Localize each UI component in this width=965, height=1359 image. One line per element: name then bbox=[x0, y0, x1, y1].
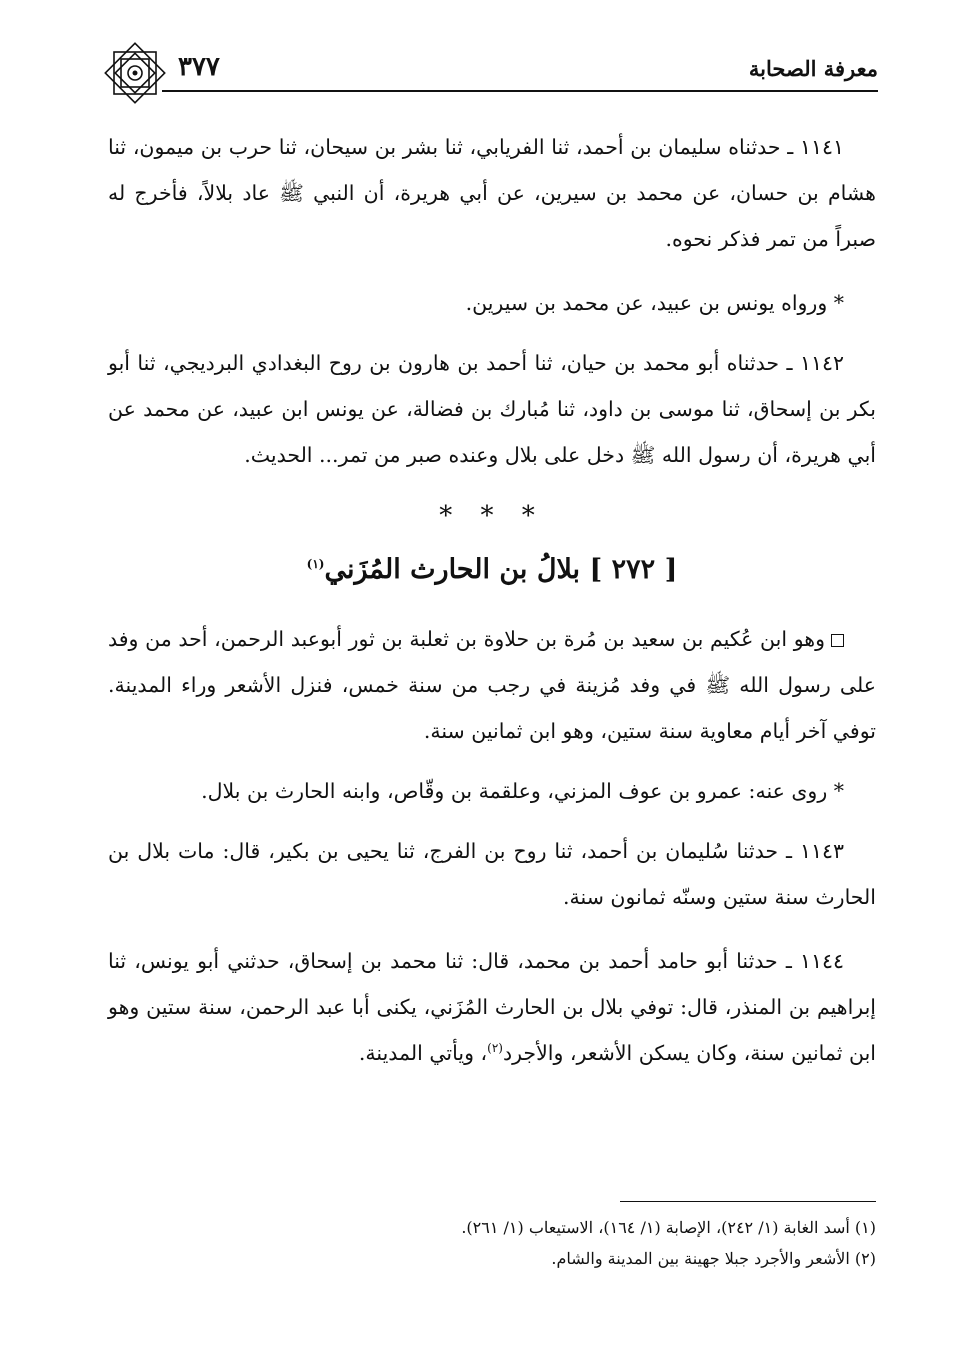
footnote-ref-1: (١) bbox=[306, 557, 325, 571]
hadith-1144 bbox=[108, 938, 876, 1076]
page-header bbox=[100, 50, 878, 98]
running-title: معرفة الصحابة bbox=[748, 56, 878, 81]
section-title-text: [ ٢٧٢ ] بلالُ بن الحارث المُزَني bbox=[324, 554, 678, 585]
hadith-1144-tail: ، ويأتي المدينة. bbox=[358, 1041, 488, 1065]
section-title bbox=[108, 546, 876, 594]
footnote-2: (٢) الأشعر والأجرد جبلا جهينة بين المدينة والشام. bbox=[551, 1249, 876, 1268]
hadith-1141: ١١٤١ ـ حدثناه سليمان بن أحمد، ثنا الفريابي، ثنا بشر بن سيحان، ثنا حرب بن ميمون، ثنا هشام بن حسان، عن محمد بن سيرين، عن أبي هريرة، أن النبي ﷺ عاد بلالاً، فأخرج له صبراً من تمر فذكر نحوه. bbox=[108, 135, 876, 251]
biography-text: وهو ابن عُكيم بن سعيد بن مُرة بن حلاوة بن ثعلبة بن ثور أبوعبد الرحمن، أحد من وفد على رسول الله ﷺ في وفد مُزينة في رجب من سنة خمس، فنزل الأشعر وراء المدينة. توفي آخر أيام معاوية سنة ستين، وهو ابن ثمانين سنة. bbox=[108, 627, 876, 743]
square-marker-icon bbox=[831, 634, 844, 647]
footnote-rule bbox=[620, 1201, 876, 1202]
hadith-1143: ١١٤٣ ـ حدثنا سُليمان بن أحمد، ثنا روح بن الفرج، ثنا يحيى بن بكير، قال: مات بلال بن الحارث سنة ستين وسنّه ثمانون سنة. bbox=[108, 839, 876, 909]
octagram-ornament-icon bbox=[100, 38, 170, 108]
narrators-note: * روى عنه: عمرو بن عوف المزني، وعلقمة بن وقّاص، وابنه الحارث بن بلال. bbox=[201, 779, 844, 803]
header-rule bbox=[162, 90, 878, 92]
footnote-ref-2: (٢) bbox=[487, 1041, 503, 1056]
biography bbox=[108, 616, 876, 754]
footnote-1: (١) أسد الغابة (١/ ٢٤٢)، الإصابة (١/ ١٦٤)، الاستيعاب (١/ ٢٦١). bbox=[461, 1218, 876, 1237]
footnotes bbox=[108, 1212, 876, 1274]
main-text bbox=[108, 124, 876, 1094]
hadith-1142: ١١٤٢ ـ حدثناه أبو محمد بن حيان، ثنا أحمد بن هارون بن روح البغدادي البرديجي، ثنا أبو بكر بن إسحاق، ثنا موسى بن داود، ثنا مُبارك بن فضالة، عن يونس ابن عبيد، عن محمد عن أبي هريرة، أن رسول الله ﷺ دخل على بلال وعنده صبر من تمر... الحديث. bbox=[108, 351, 876, 467]
riwaya-note: * ورواه يونس بن عبيد، عن محمد بن سيرين. bbox=[465, 291, 844, 315]
section-separator: * * * bbox=[439, 501, 545, 531]
page-number: ٣٧٧ bbox=[178, 52, 220, 82]
hadith-1144-text: ١١٤٤ ـ حدثنا أبو حامد أحمد بن محمد، قال: ثنا محمد بن إسحاق، حدثني أبو يونس، ثنا إبراهيم بن المنذر، قال: توفي بلال بن الحارث المُزَني، يكنى أبا عبد الرحمن، سنة ستين وهو ابن ثمانين سنة، وكان يسكن الأشعر، والأجرد bbox=[108, 949, 876, 1065]
